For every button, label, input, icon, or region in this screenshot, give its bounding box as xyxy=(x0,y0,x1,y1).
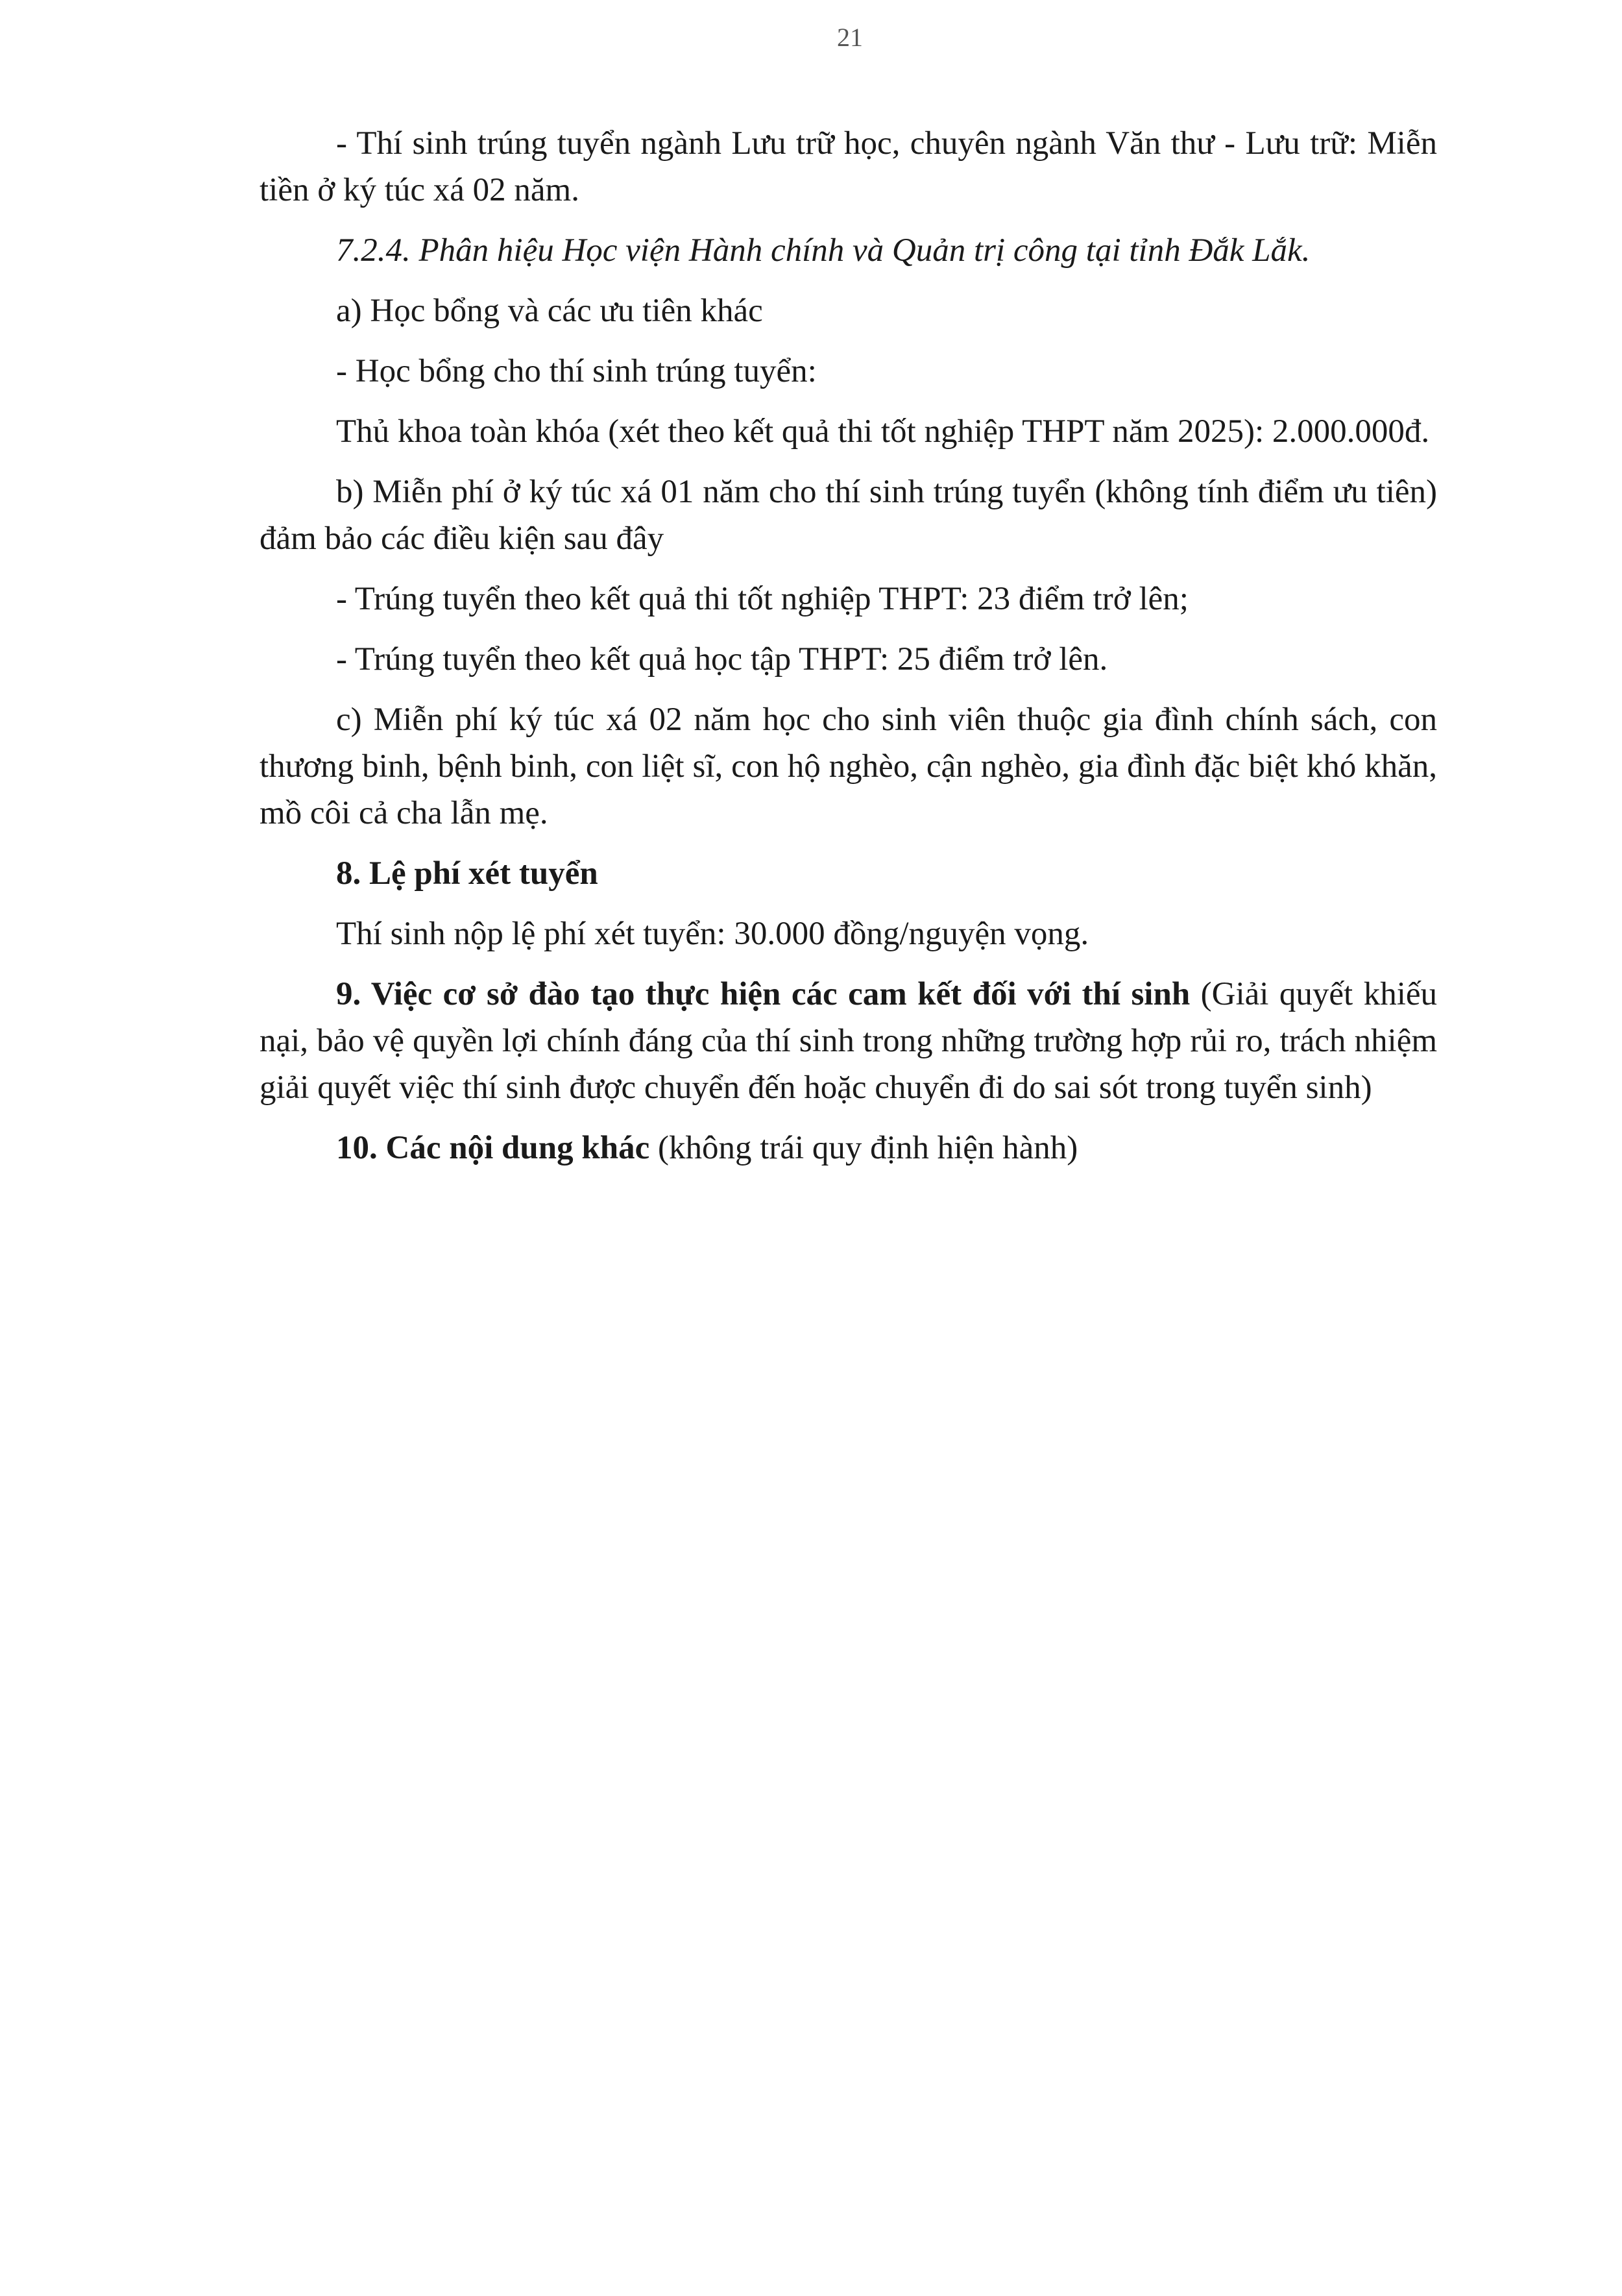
paragraph-archival-dormitory: - Thí sinh trúng tuyển ngành Lưu trữ học, chuyên ngành Văn thư - Lưu trữ: Miễn tiền ở ký túc xá 02 năm. xyxy=(260,125,1437,208)
subsection-heading-daklak-branch: 7.2.4. Phân hiệu Học viện Hành chính và Quản trị công tại tỉnh Đắk Lắk. xyxy=(336,232,1311,269)
section-heading-commitments: 9. Việc cơ sở đào tạo thực hiện các cam kết đối với thí sinh xyxy=(336,976,1191,1012)
page-number: 21 xyxy=(837,23,863,52)
paragraph-dormitory-one-year: b) Miễn phí ở ký túc xá 01 năm cho thí sinh trúng tuyển (không tính điểm ưu tiên) đảm bảo các điều kiện sau đây xyxy=(260,474,1437,557)
section-other-content xyxy=(260,1125,1437,1171)
section-heading-other-content: 10. Các nội dung khác xyxy=(336,1130,650,1166)
paragraph-admission-fee: Thí sinh nộp lệ phí xét tuyển: 30.000 đồng/nguyện vọng. xyxy=(336,916,1089,952)
section-commitments-body: (Giải quyết khiếu nại, bảo vệ quyền lợi chính đáng của thí sinh trong những trường hợp rủi ro, trách nhiệm giải quyết việc thí sinh được chuyển đến hoặc chuyển đi do sai sót trong tuyển sinh) xyxy=(260,976,1437,1106)
paragraph-valedictorian-award: Thủ khoa toàn khóa (xét theo kết quả thi tốt nghiệp THPT năm 2025): 2.000.000đ. xyxy=(336,413,1430,450)
paragraph-condition-study-score: - Trúng tuyển theo kết quả học tập THPT: 25 điểm trở lên. xyxy=(336,641,1108,678)
paragraph-dormitory-two-years: c) Miễn phí ký túc xá 02 năm học cho sinh viên thuộc gia đình chính sách, con thương binh, bệnh binh, con liệt sĩ, con hộ nghèo, cận nghèo, gia đình đặc biệt khó khăn, mồ côi cả cha lẫn mẹ. xyxy=(260,702,1437,831)
document-body xyxy=(260,120,1437,1185)
paragraph-scholarship-heading: a) Học bổng và các ưu tiên khác xyxy=(336,293,763,329)
paragraph-scholarship-intro: - Học bổng cho thí sinh trúng tuyển: xyxy=(336,353,817,389)
section-heading-admission-fee: 8. Lệ phí xét tuyển xyxy=(336,855,598,892)
section-other-content-body: (không trái quy định hiện hành) xyxy=(649,1130,1078,1166)
paragraph-condition-exam-score: - Trúng tuyển theo kết quả thi tốt nghiệp THPT: 23 điểm trở lên; xyxy=(336,581,1189,617)
section-commitments xyxy=(260,971,1437,1111)
